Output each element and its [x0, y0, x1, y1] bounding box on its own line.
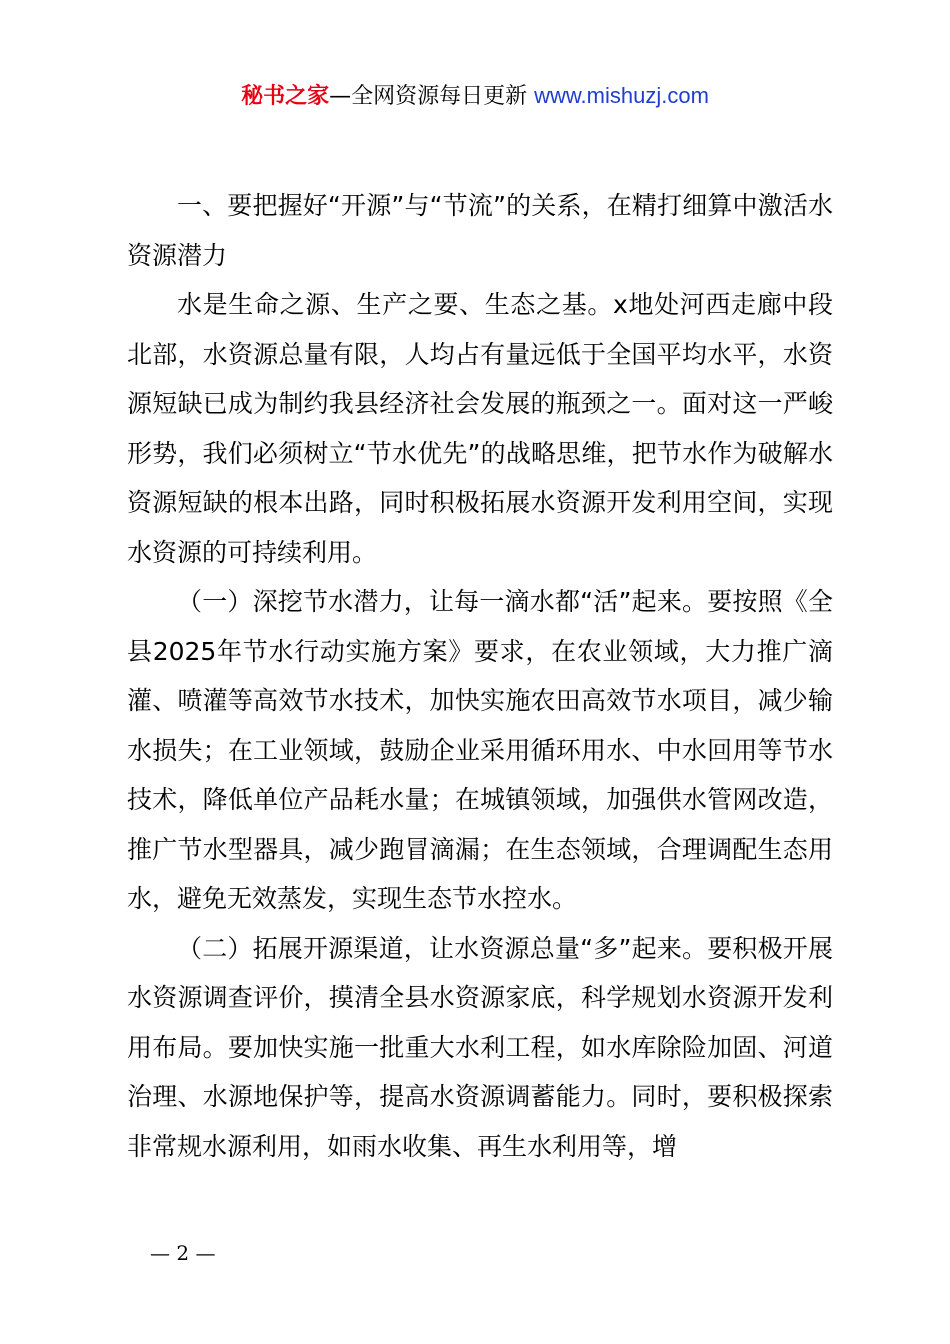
- paragraph-water-saving: （一）深挖节水潜力，让每一滴水都“活”起来。要按照《全县2025年节水行动实施方案》要求，在农业领域，大力推广滴灌、喷灌等高效节水技术，加快实施农田高效节水项目，减少输水损失；在工业领域，鼓励企业采用循环用水、中水回用等节水技术，降低单位产品耗水量；在城镇领域，加强供水管网改造，推广节水型器具，减少跑冒滴漏；在生态领域，合理调配生态用水，避免无效蒸发，实现生态节水控水。: [127, 587, 833, 913]
- section-heading: 一、要把握好“开源”与“节流”的关系，在精打细算中激活水资源潜力: [127, 191, 833, 270]
- paragraph-water-sources: （二）拓展开源渠道，让水资源总量“多”起来。要积极开展水资源调查评价，摸清全县水资源家底，科学规划水资源开发利用布局。要加快实施一批重大水利工程，如水库除险加固、河道治理、水源地保护等，提高水资源调蓄能力。同时，要积极探索非常规水源利用，如雨水收集、再生水利用等，增: [127, 933, 833, 1161]
- page-number: — 2 —: [150, 1241, 216, 1265]
- brand-name: 秘书之家: [241, 84, 330, 109]
- document-body: [127, 181, 833, 1171]
- site-header: [0, 80, 950, 113]
- header-tagline: —全网资源每日更新: [329, 84, 535, 109]
- paragraph-intro: 水是生命之源、生产之要、生态之基。x地处河西走廊中段北部，水资源总量有限，人均占有量远低于全国平均水平，水资源短缺已成为制约我县经济社会发展的瓶颈之一。面对这一严峻形势，我们必须树立“节水优先”的战略思维，把节水作为破解水资源短缺的根本出路，同时积极拓展水资源开发利用空间，实现水资源的可持续利用。: [127, 290, 833, 567]
- site-url-link[interactable]: www.mishuzj.com: [534, 83, 709, 108]
